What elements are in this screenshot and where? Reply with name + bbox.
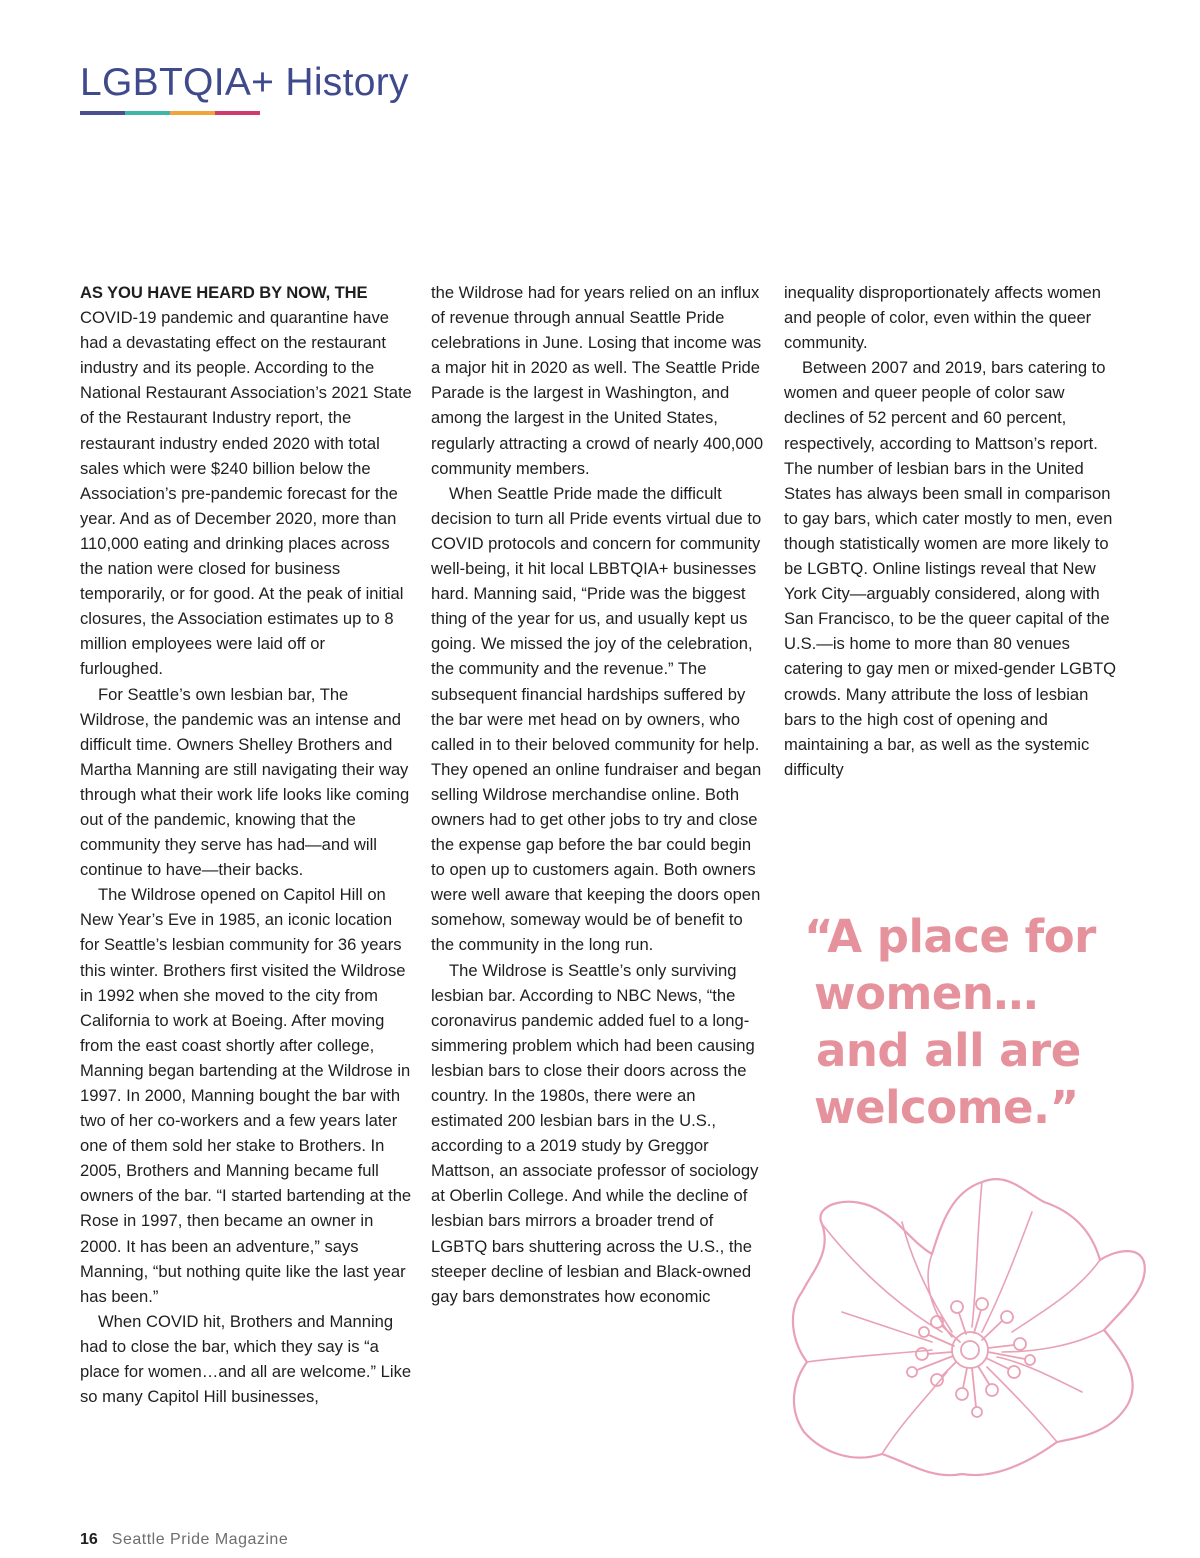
petal-folds	[807, 1182, 1104, 1454]
rule-segment-pink	[215, 111, 260, 115]
article-paragraph: Between 2007 and 2019, bars catering to women and queer people of color saw declines of 52 percent and 60 percent, respectively, according to Mattson’s report. The number of lesbian bars in the United States has always been small in comparison to gay bars, which cater mostly to men, even though statistically women are more likely to be LGBTQ. Online listings reveal that New York City—arguably considered, along with San Francisco, to be the queer capital of the U.S.—is home to more than 80 venues catering to gay men or mixed-gender LGBTQ crowds. Many attribute the loss of lesbian bars to the high cost of opening and maintaining a bar, as well as the systemic difficulty	[784, 358, 1117, 779]
pull-quote	[804, 908, 1164, 1136]
article-column-1	[80, 280, 412, 1409]
article-paragraph: For Seattle’s own lesbian bar, The Wildrose, the pandemic was an intense and difficult time. Owners Shelley Brothers and Martha Manning are still navigating their way through what their work life looks like coming out of the pandemic, knowing that the community they serve has had—and will continue to have—their backs.	[80, 684, 410, 880]
pull-quote-line: “A place for	[804, 910, 1096, 963]
pull-quote-line: and all are	[816, 1024, 1081, 1077]
flower-icon	[782, 1162, 1154, 1488]
article-paragraph	[80, 280, 412, 682]
article-paragraph: the Wildrose had for years relied on an influx of revenue through annual Seattle Pride celebrations in June. Losing that income was a major hit in 2020 as well. The Seattle Pride Parade is the largest in Washington, and among the largest in the United States, regularly attracting a crowd of nearly 400,000 community members.	[431, 283, 764, 478]
rule-segment-purple	[80, 111, 125, 115]
petal	[793, 1179, 1145, 1475]
lead-in: AS YOU HAVE HEARD BY NOW, THE	[80, 283, 368, 302]
magazine-name: Seattle Pride Magazine	[111, 1531, 289, 1548]
paragraph-text: COVID-19 pandemic and quarantine have had a devastating effect on the restaurant industry and its people. According to the National Restaurant Association’s 2021 State of the Restaurant Industry report, the restaurant industry ended 2020 with total sales which were $240 billion below the Association’s pre-pandemic forecast for the year. And as of December 2020, more than 110,000 eating and drinking places across the nation were closed for business temporarily, or for good. At the peak of initial closures, the Association estimates up to 8 million employees were laid off or furloughed.	[80, 308, 412, 679]
title-color-rule	[80, 111, 260, 115]
page-footer	[80, 1531, 288, 1549]
article-paragraph: The Wildrose opened on Capitol Hill on New Year’s Eve in 1985, an iconic location for Seattle’s lesbian community for 36 years this winter. Brothers first visited the Wildrose in 1992 when she moved to the city from California to work at Boeing. After moving from the east coast shortly after college, Manning began bartending at the Wildrose in 1997. In 2000, Manning bought the bar with two of her co-workers and a few years later one of them sold her stake to Brothers. In 2005, Brothers and Manning became full owners of the bar. “I started bartending at the Rose in 1997, then became an owner in 2000. It has been an adventure,” says Manning, “but nothing quite like the last year has been.”	[80, 885, 412, 1306]
rule-segment-orange	[170, 111, 215, 115]
article-paragraph: When COVID hit, Brothers and Manning had to close the bar, which they say is “a place for women…and all are welcome.” Like so many Capitol Hill businesses,	[80, 1311, 412, 1407]
article-paragraph: inequality disproportionately affects women and people of color, even within the queer community.	[784, 283, 1101, 353]
pull-quote-line: women…	[814, 967, 1038, 1020]
rule-segment-teal	[125, 111, 170, 115]
page-number: 16	[80, 1531, 98, 1548]
article-column-3	[784, 280, 1120, 782]
article-paragraph: The Wildrose is Seattle’s only surviving lesbian bar. According to NBC News, “the coronavirus pandemic added fuel to a long-simmering problem which had been causing lesbian bars to close their doors across the country. In the 1980s, there were an estimated 200 lesbian bars in the U.S., according to a 2019 study by Greggor Mattson, an associate professor of sociology at Oberlin College. And while the decline of lesbian bars mirrors a broader trend of LGBTQ bars shuttering across the U.S., the steeper decline of lesbian and Black-owned gay bars demonstrates how economic	[431, 960, 759, 1306]
page-title: LGBTQIA+ History	[80, 61, 409, 104]
article-column-2	[431, 280, 766, 1309]
article-paragraph: When Seattle Pride made the difficult decision to turn all Pride events virtual due to COVID protocols and concern for community well-being, it hit local LBBTQIA+ businesses hard. Manning said, “Pride was the biggest thing of the year for us, and usually kept us going. We missed the joy of the celebration, the community and the revenue.” The subsequent financial hardships suffered by the bar were met head on by owners, who called in to their beloved community for help. They opened an online fundraiser and began selling Wildrose merchandise online. Both owners had to get other jobs to try and close the expense gap before the bar could begin to open up to customers again. Both owners were well aware that keeping the doors open somehow, someway would be of benefit to the community in the long run.	[431, 483, 762, 955]
pull-quote-line: welcome.”	[814, 1081, 1079, 1134]
flower-center	[907, 1298, 1035, 1417]
